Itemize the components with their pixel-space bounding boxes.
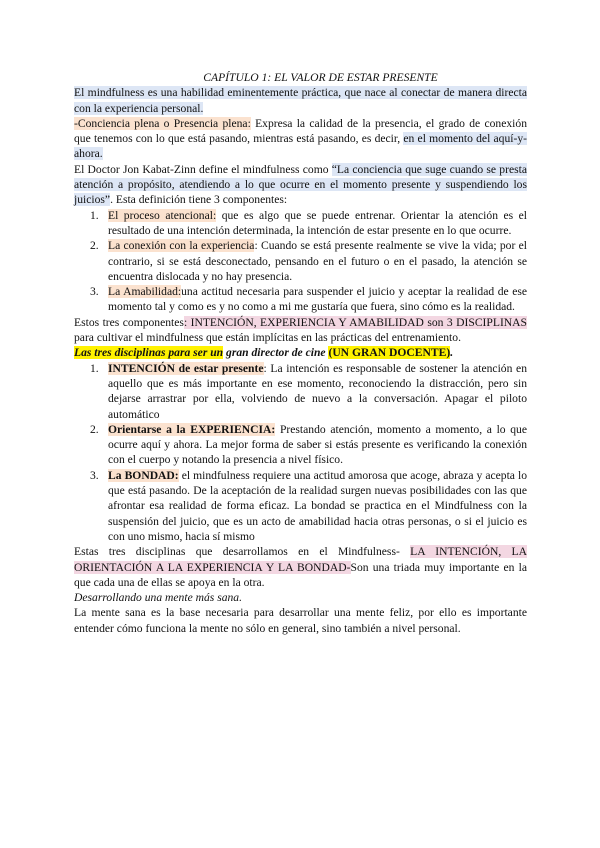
kabat-post: . Esta definición tiene 3 componentes: [110,193,288,207]
component-text: que es algo que se puede entrenar. Orientar la atención es el resultado de una intención determinada, la intención de estar presente en lo que ocurre. [108,208,527,237]
kabat-quote: “La conciencia que suge cuando se presta atención a propósito, atendiendo a lo que ocurre en el momento presente y suspendiendo los juicios” [74,162,527,207]
list-item [74,468,527,544]
list-item [74,208,527,239]
list-item [74,284,527,315]
heading-part3: (UN GRAN DOCENTE) [328,346,451,360]
triada-post: Son una triada muy importante en la que cada una de ellas se apoya en la otra. [74,560,527,589]
component-text: una actitud necesaria para suspender el juicio y aceptar la realidad de ese momento tal y como es y no como a mi me gustaría que fuera, sino cómo es la realidad. [108,285,527,314]
document-page [74,70,527,636]
triada-highlight: LA INTENCIÓN, LA ORIENTACIÓN A LA EXPERIENCIA Y LA BONDAD- [74,545,528,574]
final-paragraph: La mente sana es la base necesaria para desarrollar una mente feliz, por ello es importante entender cómo funciona la mente no sólo en general, sino también a nivel personal. [74,606,527,635]
triada-pre: Estas tres disciplinas que desarrollamos en el Mindfulness- [74,545,411,559]
subheading: Desarrollando una mente más sana. [74,591,242,605]
heading-part1: Las tres disciplinas para ser un [74,346,224,360]
component-text: : Cuando se está presente realmente se vive la vida; por el contrario, si se está desconectado, pensando en el futuro o en el pasado, la atención se encuentra dislocada y no hay presencia. [108,239,527,283]
intro-highlight: El mindfulness es una habilidad eminentemente práctica, que nace al conectar de manera directa con la experiencia personal. [74,86,527,115]
list-number: 2. [90,422,99,436]
list-item [74,422,527,468]
heading-part2: gran director de cine [223,346,329,360]
discipline-label: INTENCIÓN de estar presente [108,361,264,375]
intro-paragraph [74,85,527,116]
discipline-text: : La intención es responsable de sostener la atención en aquello que es más importante en ese momento, reconociendo la distracción, pero sin dejarse arrastrar por ella, volviendo de nuevo a la conversación. Apagar el piloto automático [108,361,527,421]
estos-paragraph [74,315,527,346]
discipline-label: La BONDAD: [108,468,179,482]
kabat-paragraph [74,162,527,208]
discipline-text: el mindfulness requiere una actitud amorosa que acoge, abraza y acepta lo que está pasando. De la aceptación de la realidad surgen nuevas posibilidades con las que afrontar esa realidad de forma eficaz. La bondad se practica en el Mindfulness con la suspensión del juicio, que es un acto de amabilidad hacia otras personas, o si el juicio es con uno mismo, hacia sí mismo [108,468,527,543]
list-item [74,361,527,422]
discipline-text: Prestando atención, momento a momento, a lo que ocurre aquí y ahora. La mejor forma de saber si estás presente es verificando la conexión con el cuerpo y notando la presencia a nivel físico. [108,422,527,467]
triada-paragraph [74,544,527,590]
kabat-pre: El Doctor Jon Kabat-Zinn define el mindfulness como [74,162,332,176]
estos-pre: Estos tres componentes [74,315,184,329]
page-title: CAPÍTULO 1: EL VALOR DE ESTAR PRESENTE [203,71,438,84]
conciencia-label: -Conciencia plena o Presencia plena: [74,116,251,130]
estos-post: para cultivar el mindfulness que están implícitas en las prácticas del entrenamiento. [74,331,461,345]
disciplines-list [74,361,527,545]
component-label: La Amabilidad: [108,285,182,299]
estos-highlight: : INTENCIÓN, EXPERIENCIA Y AMABILIDAD son 3 DISCIPLINAS [183,315,527,329]
list-item [74,238,527,284]
heading-part4: . [450,346,454,360]
list-number: 3. [90,468,99,482]
component-label: El proceso atencional: [108,208,217,222]
list-number: 2. [90,239,99,253]
list-number: 3. [90,285,99,299]
conciencia-highlight: en el momento del aquí-y-ahora. [74,132,527,161]
list-number: 1. [90,361,99,375]
conciencia-text: Expresa la calidad de la presencia, el grado de conexión que tenemos con lo que está pasando, mientras está pasando, es decir, [74,116,527,146]
discipline-label: Orientarse a la EXPERIENCIA: [108,422,276,436]
disciplinas-heading [74,345,527,360]
list-number: 1. [90,208,99,222]
component-label: La conexión con la experiencia [108,239,255,253]
conciencia-paragraph [74,116,527,162]
components-list [74,208,527,315]
